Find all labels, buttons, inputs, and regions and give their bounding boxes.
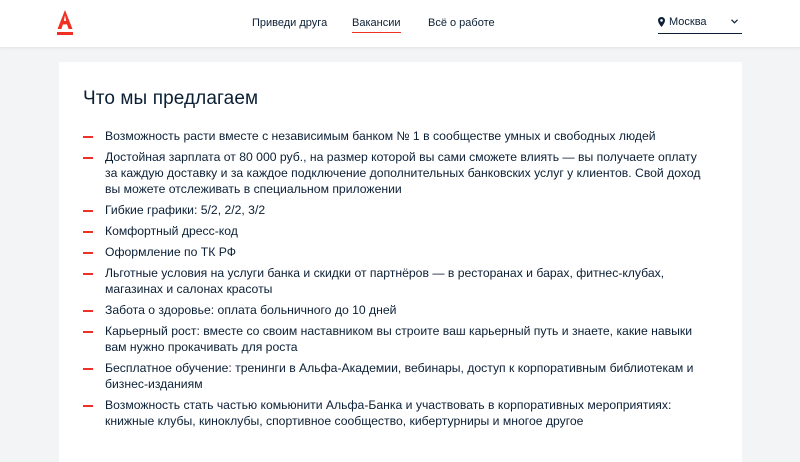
list-item <box>83 149 703 197</box>
city-value: Москва <box>669 16 707 28</box>
list-item <box>83 244 703 260</box>
nav-link-vacancies[interactable]: Вакансии <box>352 17 401 33</box>
list-item-text: Льготные условия на услуги банка и скидки от партнёров — в ресторанах и барах, фитнес-клубах, магазинах и салонах красоты <box>105 266 665 296</box>
red-dash-bullet <box>83 231 93 233</box>
list-item <box>83 360 703 392</box>
list-item <box>83 128 703 144</box>
list-item-text: Гибкие графики: 5/2, 2/2, 3/2 <box>105 203 266 217</box>
red-dash-bullet <box>83 310 93 312</box>
list-item <box>83 223 703 239</box>
list-item <box>83 202 703 218</box>
list-item-text: Возможность стать частью комьюнити Альфа-Банка и участвовать в корпоративных мероприятиях: книжные клубы, киноклубы, спортивное сообщество, кибертурниры и многое другое <box>105 398 672 428</box>
nav-link-invite-friend[interactable]: Приведи друга <box>252 17 328 29</box>
list-item-text: Забота о здоровье: оплата больничного до 10 дней <box>105 303 397 317</box>
list-item-text: Карьерный рост: вместе со своим наставником вы строите ваш карьерный путь и знаете, какие навыки вам нужно прокачивать для роста <box>105 324 693 354</box>
section-title: Что мы предлагаем <box>83 88 259 109</box>
list-item-text: Комфортный дресс-код <box>105 224 238 238</box>
list-item <box>83 265 703 297</box>
list-item <box>83 302 703 318</box>
list-item-text: Достойная зарплата от 80 000 руб., на размер которой вы сами сможете влиять — вы получаете оплату за каждую доставку и за каждое подключение дополнительных банковских услуг у клиентов. Свой доход вы можете отслеживать в специальном приложении <box>105 150 701 196</box>
alfa-logo-icon[interactable] <box>54 10 76 36</box>
chevron-down-icon <box>731 19 738 24</box>
red-dash-bullet <box>83 136 93 138</box>
city-select[interactable] <box>658 14 742 34</box>
location-pin-icon <box>658 17 665 27</box>
list-item <box>83 323 703 355</box>
nav-link-about-work[interactable]: Всё о работе <box>428 17 495 29</box>
red-dash-bullet <box>83 331 93 333</box>
red-dash-bullet <box>83 252 93 254</box>
list-item <box>83 397 703 429</box>
benefits-list <box>83 128 703 434</box>
top-header <box>0 0 800 47</box>
red-dash-bullet <box>83 210 93 212</box>
benefits-card <box>59 62 742 462</box>
list-item-text: Бесплатное обучение: тренинги в Альфа-Академии, вебинары, доступ к корпоративным библиотекам и бизнес-изданиям <box>105 361 694 391</box>
red-dash-bullet <box>83 157 93 159</box>
red-dash-bullet <box>83 273 93 275</box>
list-item-text: Оформление по ТК РФ <box>105 245 236 259</box>
list-item-text: Возможность расти вместе с независимым банком № 1 в сообществе умных и свободных людей <box>105 129 656 143</box>
red-dash-bullet <box>83 368 93 370</box>
red-dash-bullet <box>83 405 93 407</box>
